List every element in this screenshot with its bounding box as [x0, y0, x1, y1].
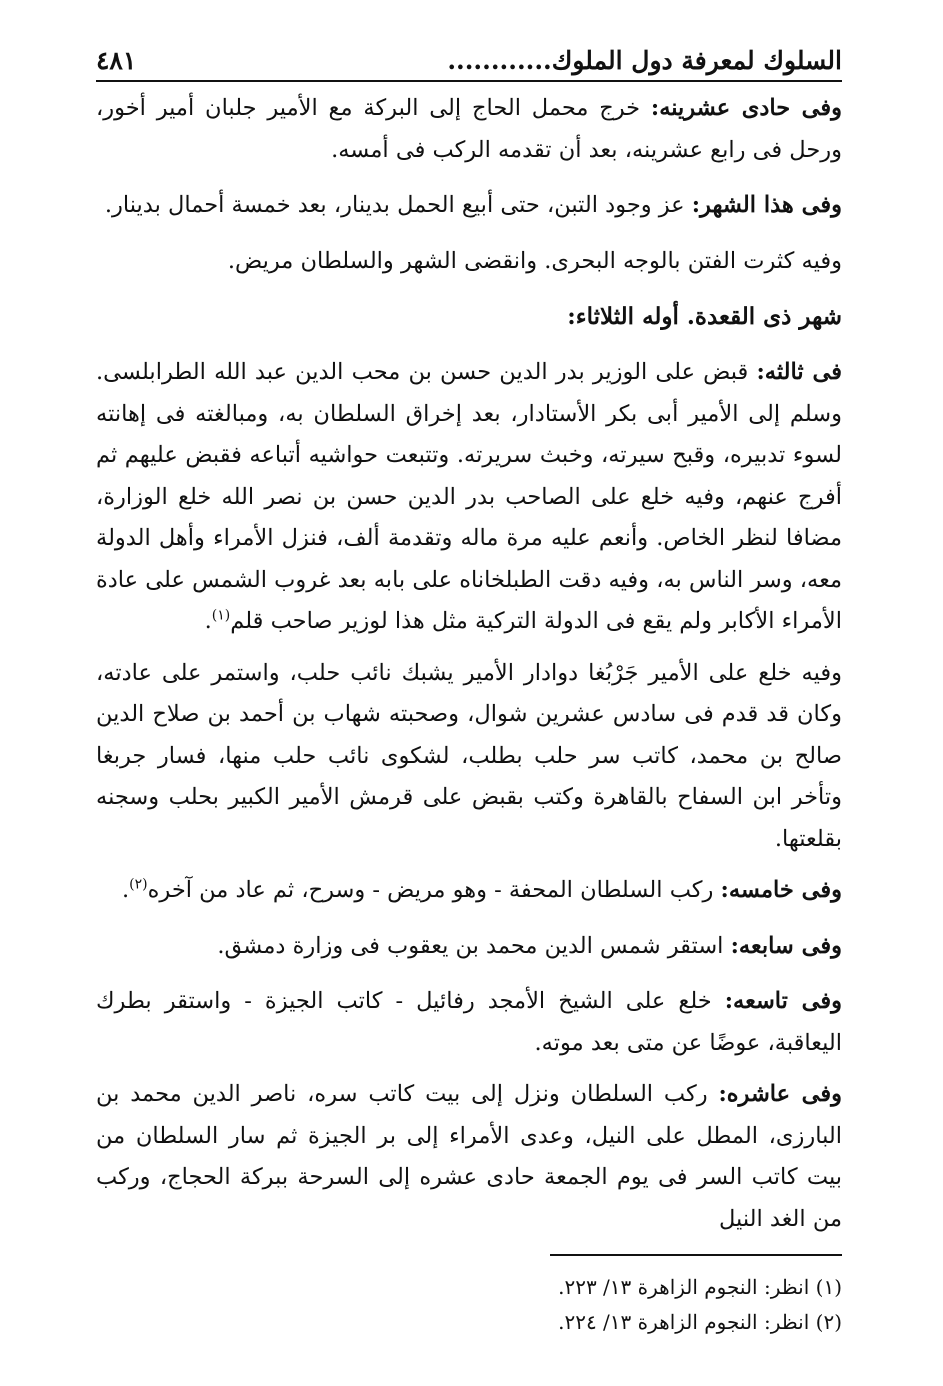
- paragraph: [96, 653, 842, 861]
- header-rule: [96, 80, 842, 82]
- paragraph-text: خلع على الشيخ الأمجد رفائيل - كاتب الجيزة - واستقر بطرك اليعاقبة، عوضًا عن متى بعد موته.: [96, 988, 842, 1056]
- header-dots: ............: [447, 46, 552, 75]
- paragraph-text: ركب السلطان ونزل إلى بيت كاتب سره، ناصر الدين محمد بن البارزى، المطل على النيل، وعدى الأمراء إلى بر الجيزة ثم سار السلطان من بيت كاتب السر فى يوم الجمعة حادى عشره إلى السرحة ببركة الحجاج، وركب من الغد النيل: [96, 1081, 842, 1232]
- paragraph-text: قبض على الوزير بدر الدين حسن بن محب الدين عبد الله الطرابلسى. وسلم إلى الأمير أبى بكر الأستادار، بعد إخراق السلطان به، ومبالغته فى إهانته لسوء تدبيره، وقبح سيرته، وخبث سريرته. وتتبعت حواشيه أتباعه فقبض عليهم ثم أفرج عنهم، وفيه خلع على الصاحب بدر الدين حسن بن نصر الله خلع الوزارة، مضافا لنظر الخاص. وأنعم عليه مرة ماله وتقدمة ألف، فنزل الأمراء وأهل الدولة معه، وسر الناس به، وفيه دقت الطبلخاناه على بابه بعد غروب الشمس على عادة الأمراء الأكابر ولم يقع فى الدولة التركية مثل هذا لوزير صاحب قلم: [96, 359, 842, 634]
- paragraph: [96, 88, 842, 171]
- paragraph-text: عز وجود التبن، حتى أبيع الحمل بدينار، بعد خمسة أحمال بدينار.: [104, 192, 692, 218]
- footnote-ref[interactable]: (١): [211, 607, 231, 624]
- page-number: ٤٨١: [96, 46, 137, 75]
- paragraph-lead: وفى خامسه:: [720, 877, 842, 903]
- paragraph-lead: فى ثالثه:: [756, 359, 842, 385]
- paragraph-lead: وفى سابعه:: [730, 932, 842, 959]
- paragraph: [96, 241, 842, 283]
- footnote-rule: [550, 1254, 842, 1256]
- running-header: [96, 44, 842, 80]
- paragraph: [96, 981, 842, 1064]
- book-page: [96, 44, 842, 1334]
- footnote-ref[interactable]: (٢): [129, 876, 148, 893]
- paragraph-text: خرج محمل الحاج إلى البركة مع الأمير جلبان أمير أخور، ورحل فى رابع عشرينه، بعد أن تقدمه الركب فى أمسه.: [96, 95, 842, 163]
- paragraph-text: ركب السلطان المحفة - وهو مريض - وسرح، ثم عاد من آخره: [147, 877, 721, 903]
- paragraph-lead: وفى تاسعه:: [724, 988, 842, 1014]
- footnote: (١) انظر: النجوم الزاهرة ١٣/ ٢٢٣.: [558, 1275, 842, 1299]
- footnotes: [96, 1270, 842, 1340]
- header-title: السلوك لمعرفة دول الملوك: [551, 46, 842, 75]
- paragraph: [96, 870, 842, 912]
- paragraph-tail: .: [122, 877, 130, 903]
- paragraph-text: وفيه خلع على الأمير جَرْبُغا دوادار الأمير يشبك نائب حلب، واستمر على عادته، وكان قد قدم فى سادس عشرين شوال، وصحبته شهاب بن أحمد بن صلاح الدين صالح بن محمد، كاتب سر حلب بطلب، لشكوى نائب حلب منها، فسار جربغا وتأخر ابن السفاح بالقاهرة وكتب بقبض على قرمش الأمير الكبير بحلب وسجنه بقلعتها.: [96, 659, 842, 852]
- paragraph-lead: وفى هذا الشهر:: [691, 192, 842, 218]
- paragraph-lead: وفى حادى عشرينه:: [650, 95, 842, 121]
- paragraph-tail: .: [204, 608, 212, 634]
- header-title-group: [447, 44, 842, 78]
- paragraph: [96, 185, 842, 227]
- paragraph: [96, 926, 842, 968]
- paragraph: [96, 352, 842, 643]
- paragraph-text: وفيه كثرت الفتن بالوجه البحرى. وانقضى الشهر والسلطان مريض.: [227, 247, 842, 274]
- paragraph-text: استقر شمس الدين محمد بن يعقوب فى وزارة دمشق.: [217, 932, 731, 959]
- footnote: (٢) انظر: النجوم الزاهرة ١٣/ ٢٢٤.: [558, 1310, 842, 1334]
- paragraph-lead: وفى عاشره:: [718, 1081, 842, 1107]
- paragraph: [96, 1074, 842, 1240]
- section-heading: شهر ذى القعدة. أوله الثلاثاء:: [567, 303, 842, 330]
